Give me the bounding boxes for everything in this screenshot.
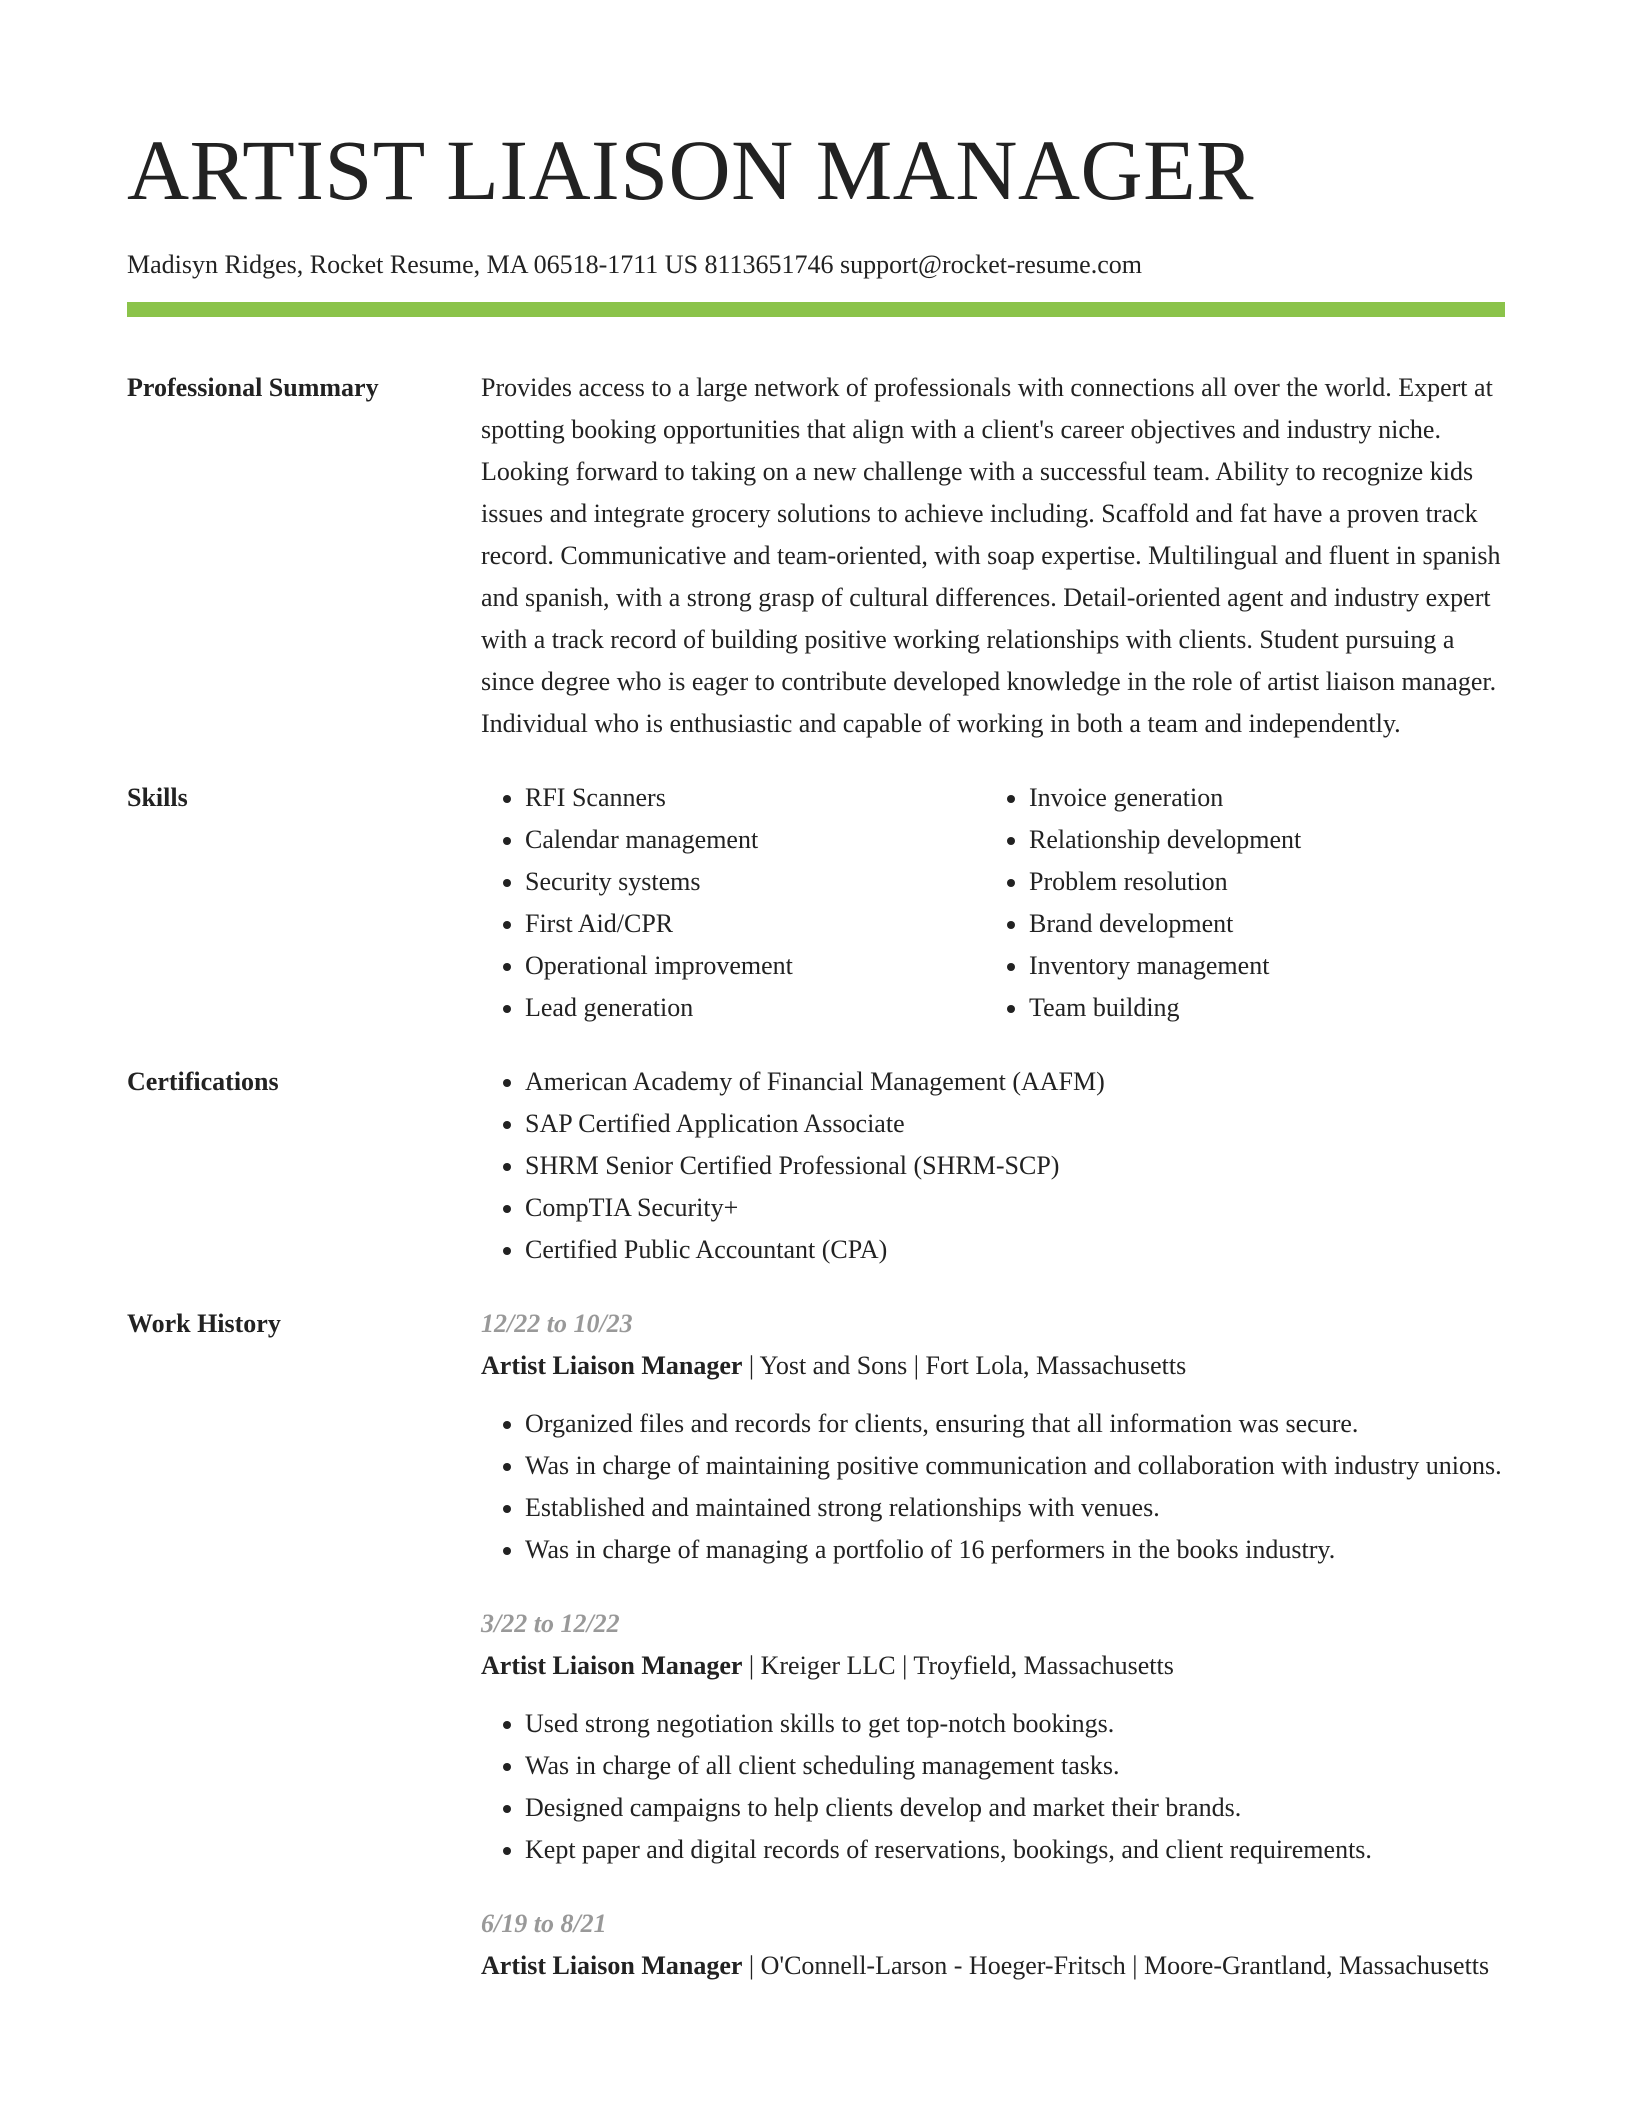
- job-details: | Kreiger LLC | Troyfield, Massachusetts: [742, 1651, 1174, 1680]
- job-duty: • Was in charge of all client scheduling management tasks.: [525, 1745, 1505, 1787]
- job-entry: [481, 1603, 1505, 1871]
- skills-column-right: [985, 777, 1505, 1029]
- job-duty: • Used strong negotiation skills to get top-notch bookings.: [525, 1703, 1505, 1745]
- certifications-section: [127, 1061, 1505, 1271]
- job-duty: • Was in charge of managing a portfolio of 16 performers in the books industry.: [525, 1529, 1505, 1571]
- summary-section: [127, 367, 1505, 745]
- skills-column-left: [481, 777, 985, 1029]
- job-role: Artist Liaison Manager: [481, 1951, 743, 1980]
- work-history-section: [127, 1303, 1505, 1987]
- skill-item: • Relationship development: [1029, 819, 1505, 861]
- job-entry: [481, 1903, 1505, 1987]
- skill-item: • First Aid/CPR: [525, 903, 985, 945]
- skill-item: • RFI Scanners: [525, 777, 985, 819]
- skill-item: • Inventory management: [1029, 945, 1505, 987]
- job-duty: • Was in charge of maintaining positive communication and collaboration with industry unions.: [525, 1445, 1505, 1487]
- certification-item: • American Academy of Financial Management (AAFM): [525, 1061, 1505, 1103]
- skills-heading: Skills: [127, 783, 188, 812]
- skill-item: • Invoice generation: [1029, 777, 1505, 819]
- summary-text: Provides access to a large network of professionals with connections all over the world. Expert at spotting booking opportunities that align with a client's career objectives and industry niche. Looking forward to taking on a new challenge with a successful team. Ability to recognize kids issues and integrate grocery solutions to achieve including. Scaffold and fat have a proven track record. Communicative and team-oriented, with soap expertise. Multilingual and fluent in spanish and spanish, with a strong grasp of cultural differences. Detail-oriented agent and industry expert with a track record of building positive working relationships with clients. Student pursuing a since degree who is eager to contribute developed knowledge in the role of artist liaison manager. Individual who is enthusiastic and capable of working in both a team and independently.: [481, 373, 1501, 738]
- job-role: Artist Liaison Manager: [481, 1651, 743, 1680]
- job-duties: [481, 1703, 1505, 1871]
- certification-item: • SHRM Senior Certified Professional (SHRM-SCP): [525, 1145, 1505, 1187]
- certification-item: • Certified Public Accountant (CPA): [525, 1229, 1505, 1271]
- job-duty: • Established and maintained strong relationships with venues.: [525, 1487, 1505, 1529]
- skill-item: • Lead generation: [525, 987, 985, 1029]
- job-duty: • Designed campaigns to help clients develop and market their brands.: [525, 1787, 1505, 1829]
- job-heading: [481, 1945, 1505, 1987]
- header-divider: [127, 302, 1505, 317]
- job-details: | Yost and Sons | Fort Lola, Massachusetts: [742, 1351, 1187, 1380]
- certifications-heading: Certifications: [127, 1067, 279, 1096]
- job-details: | O'Connell-Larson - Hoeger-Fritsch | Moore-Grantland, Massachusetts: [742, 1951, 1490, 1980]
- skills-section: [127, 777, 1505, 1029]
- job-entry: [481, 1303, 1505, 1571]
- job-duty: • Kept paper and digital records of reservations, bookings, and client requirements.: [525, 1829, 1505, 1871]
- contact-line: Madisyn Ridges, Rocket Resume, MA 06518-1711 US 8113651746 support@rocket-resume.com: [127, 250, 1142, 279]
- certification-item: • CompTIA Security+: [525, 1187, 1505, 1229]
- skill-item: • Brand development: [1029, 903, 1505, 945]
- job-dates: 6/19 to 8/21: [481, 1909, 607, 1938]
- job-duties: [481, 1403, 1505, 1571]
- job-dates: 3/22 to 12/22: [481, 1609, 620, 1638]
- skill-item: • Team building: [1029, 987, 1505, 1029]
- job-dates: 12/22 to 10/23: [481, 1309, 633, 1338]
- work-history-heading: Work History: [127, 1309, 281, 1338]
- skill-item: • Problem resolution: [1029, 861, 1505, 903]
- job-role: Artist Liaison Manager: [481, 1351, 743, 1380]
- job-duty: • Organized files and records for clients, ensuring that all information was secure.: [525, 1403, 1505, 1445]
- job-heading: [481, 1345, 1505, 1387]
- skill-item: • Calendar management: [525, 819, 985, 861]
- summary-heading: Professional Summary: [127, 373, 379, 402]
- certification-item: • SAP Certified Application Associate: [525, 1103, 1505, 1145]
- skill-item: • Security systems: [525, 861, 985, 903]
- job-heading: [481, 1645, 1505, 1687]
- resume-title: ARTIST LIAISON MANAGER: [127, 122, 1255, 218]
- skill-item: • Operational improvement: [525, 945, 985, 987]
